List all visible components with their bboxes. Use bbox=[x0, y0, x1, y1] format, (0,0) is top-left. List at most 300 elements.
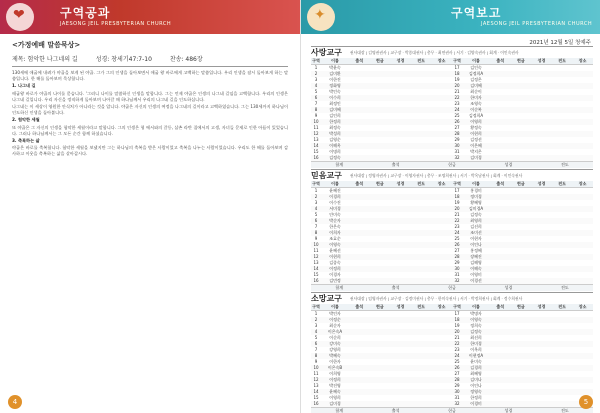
member-name: 이명희 bbox=[329, 149, 341, 154]
column-header: 장소 bbox=[437, 181, 446, 186]
totals-label: 전도 bbox=[560, 162, 569, 167]
member-name: 조영숙 bbox=[470, 101, 482, 106]
member-name: 최혜영 bbox=[470, 371, 482, 376]
column-header: 전도 bbox=[417, 181, 425, 186]
row-number: 27 bbox=[454, 248, 460, 253]
left-header bbox=[0, 0, 300, 34]
blank-cell bbox=[349, 401, 370, 407]
column-header: 구역 bbox=[453, 58, 461, 63]
paragraph: 야곱은 바로를 축복합니다. 험악한 세월을 보냈지만 그는 하나님의 축복을 받은 사람이었고 축복을 나누는 사람이었습니다. 우리도 한 해를 돌아보며 감사하고 이웃을 축복하는 삶을 살아갑시다. bbox=[12, 145, 288, 157]
row-number: 29 bbox=[454, 383, 460, 388]
member-name: 윤혜선 bbox=[329, 248, 341, 253]
column-header: 구역 bbox=[312, 304, 320, 309]
member-name: 김해영 bbox=[470, 260, 482, 265]
member-name: 김인희 bbox=[329, 113, 341, 118]
column-header: 구역 bbox=[312, 58, 320, 63]
row-number: 1 bbox=[314, 311, 318, 316]
column-header: 전도 bbox=[558, 304, 566, 309]
column-header: 이름 bbox=[472, 304, 480, 309]
table-row bbox=[311, 278, 593, 284]
blank-cell bbox=[431, 401, 452, 407]
row-number: 16 bbox=[313, 278, 319, 283]
row-number: 24 bbox=[454, 353, 460, 358]
member-name: 박순자 bbox=[329, 218, 341, 223]
member-name: 이순복 bbox=[470, 107, 482, 112]
row-number: 21 bbox=[454, 212, 460, 217]
member-name: 최정숙 bbox=[329, 125, 341, 130]
member-name: 김정은 bbox=[470, 77, 482, 82]
member-name: 최순자 bbox=[329, 323, 341, 328]
blank-cell bbox=[411, 278, 432, 284]
table-row bbox=[311, 155, 593, 161]
member-name: 한은숙 bbox=[329, 224, 341, 229]
column-header: 장소 bbox=[437, 304, 446, 309]
column-header: 전도 bbox=[417, 304, 425, 309]
member-name: 강영희 bbox=[329, 347, 341, 352]
member-name: 이인나 bbox=[470, 242, 482, 247]
row-number: 1 bbox=[314, 65, 318, 70]
member-name: 이현자 bbox=[470, 236, 482, 241]
row-number: 3 bbox=[314, 77, 318, 82]
row-number: 25 bbox=[454, 113, 460, 118]
row-number: 29 bbox=[454, 137, 460, 142]
report-block bbox=[311, 169, 593, 291]
totals-label: 합계 bbox=[335, 162, 344, 167]
totals-label: 합계 bbox=[335, 285, 344, 290]
column-header: 헌금 bbox=[517, 304, 525, 309]
block-title bbox=[311, 47, 593, 58]
row-number: 25 bbox=[454, 359, 460, 364]
row-number: 16 bbox=[313, 401, 319, 406]
member-name: 정희숙 bbox=[470, 323, 482, 328]
blank-cell bbox=[531, 401, 552, 407]
member-name: 김민정 bbox=[329, 278, 341, 283]
row-number: 11 bbox=[313, 248, 319, 253]
member-name: 황정숙 bbox=[470, 125, 482, 130]
row-number: 5 bbox=[314, 212, 318, 217]
member-name: 이경희 bbox=[329, 194, 341, 199]
member-name: 이현희 bbox=[329, 254, 341, 259]
lesson-hymn: 찬송: 486장 bbox=[169, 56, 203, 63]
totals-row bbox=[311, 407, 593, 413]
block-leaders: 권사대장 | 김명권권사 | 교구장 · 박종대권사 | 총무 · 최연권사 | 서기 · 김양숙권사 | 회계 · 이인숙권사 bbox=[349, 49, 519, 55]
column-header: 이름 bbox=[331, 304, 339, 309]
member-name: 윤혜진 bbox=[329, 188, 341, 193]
row-number: 14 bbox=[313, 389, 319, 394]
column-header: 성경 bbox=[537, 304, 546, 309]
right-header bbox=[301, 0, 600, 34]
member-name: 이영미 bbox=[470, 272, 482, 277]
row-number: 4 bbox=[314, 329, 318, 334]
blank-cell bbox=[431, 155, 452, 161]
row-number: 4 bbox=[314, 206, 318, 211]
row-number: 31 bbox=[454, 395, 460, 400]
member-name: 박인자 bbox=[329, 311, 341, 316]
row-number: 13 bbox=[313, 383, 319, 388]
column-header: 출석 bbox=[496, 181, 505, 186]
page-number: 5 bbox=[579, 395, 593, 409]
blank-cell bbox=[349, 155, 370, 161]
member-name: 서미경 bbox=[329, 206, 341, 211]
row-number: 8 bbox=[314, 107, 318, 112]
member-name: 홍경미 bbox=[470, 188, 482, 193]
member-name: 한미경 bbox=[470, 341, 482, 346]
row-number: 28 bbox=[454, 377, 460, 382]
member-name: 이경미 bbox=[470, 401, 482, 406]
blank-cell bbox=[552, 401, 573, 407]
member-name: 이정순 bbox=[329, 317, 341, 322]
row-number: 31 bbox=[454, 149, 460, 154]
report-date: 2021년 12월 5일 청예주 bbox=[529, 40, 591, 46]
member-name: 이정희 bbox=[329, 266, 341, 271]
column-header: 출석 bbox=[355, 58, 364, 63]
member-name: 윤미숙 bbox=[470, 359, 482, 364]
column-header: 성경 bbox=[396, 58, 405, 63]
member-name: 이수희 bbox=[329, 95, 341, 100]
totals-label: 출석 bbox=[391, 162, 400, 167]
row-number: 19 bbox=[454, 200, 460, 205]
column-header: 헌금 bbox=[376, 58, 384, 63]
blank-cell bbox=[490, 278, 511, 284]
row-number: 20 bbox=[454, 206, 460, 211]
row-number: 23 bbox=[454, 347, 460, 352]
member-name: 황혜영 bbox=[470, 200, 482, 205]
row-number: 23 bbox=[454, 101, 460, 106]
table-header bbox=[311, 58, 593, 65]
member-name: 최정인 bbox=[329, 101, 341, 106]
column-header: 출석 bbox=[355, 304, 364, 309]
row-number: 12 bbox=[313, 377, 319, 382]
row-number: 20 bbox=[454, 329, 460, 334]
row-number: 31 bbox=[454, 272, 460, 277]
row-number: 17 bbox=[454, 65, 460, 70]
member-name: 김정선 bbox=[470, 137, 482, 142]
totals-row bbox=[311, 284, 593, 291]
column-header: 장소 bbox=[578, 181, 587, 186]
blank-cell bbox=[390, 155, 411, 161]
member-name: 정영숙 bbox=[470, 389, 482, 394]
row-number: 19 bbox=[454, 77, 460, 82]
row-number: 30 bbox=[454, 143, 460, 148]
blank-cell bbox=[552, 155, 573, 161]
blank-cell bbox=[511, 155, 532, 161]
column-header: 전도 bbox=[417, 58, 425, 63]
paragraph: 애굽왕 바로가 야곱의 나이를 묻습니다. '그러니 나이를 말씀하신 인생을 말합니다. 그는 언제 야곱은 인생의 나그네 길임을 고백합니다. 우리의 인생은 나그네 길입니다. 우리 자신을 정직하게 돌아보며 나아갈 때 하나님께서 우리의 나그네 길을 인도하십니다. bbox=[12, 90, 288, 102]
member-name: 김정숙 bbox=[470, 329, 482, 334]
left-header-title: 구역공과 bbox=[60, 6, 111, 20]
column-header: 헌금 bbox=[376, 304, 384, 309]
blank-cell bbox=[370, 155, 391, 161]
member-name: 이희자 bbox=[329, 230, 341, 235]
row-number: 32 bbox=[454, 155, 460, 160]
row-number: 11 bbox=[313, 125, 319, 130]
member-name: 최선희 bbox=[470, 335, 482, 340]
member-name: 이은숙B bbox=[327, 365, 343, 370]
column-header: 장소 bbox=[578, 58, 587, 63]
row-number: 28 bbox=[454, 254, 460, 259]
row-number: 24 bbox=[454, 107, 460, 112]
member-name: 한정희 bbox=[470, 395, 482, 400]
row-number: 13 bbox=[313, 260, 319, 265]
row-number: 7 bbox=[314, 101, 318, 106]
member-name: 박윤숙 bbox=[329, 65, 341, 70]
row-number: 26 bbox=[454, 119, 460, 124]
column-header: 이름 bbox=[331, 58, 339, 63]
blank-cell bbox=[552, 278, 573, 284]
member-name: 박명자 bbox=[470, 311, 482, 316]
totals-row bbox=[311, 161, 593, 168]
row-number: 13 bbox=[313, 137, 319, 142]
row-number: 14 bbox=[313, 266, 319, 271]
totals-label: 전도 bbox=[560, 408, 569, 413]
row-number: 19 bbox=[454, 323, 460, 328]
member-name: 이한진 bbox=[329, 77, 341, 82]
row-number: 8 bbox=[314, 353, 318, 358]
row-number: 23 bbox=[454, 224, 460, 229]
member-name: 이정희 bbox=[329, 377, 341, 382]
member-name: 이수진 bbox=[329, 200, 341, 205]
member-name: 김미환 bbox=[329, 71, 341, 76]
member-name: 정화영 bbox=[329, 83, 341, 88]
row-number: 25 bbox=[454, 236, 460, 241]
member-name: 박지은 bbox=[470, 149, 482, 154]
member-name: 김미경 bbox=[329, 401, 341, 406]
row-number: 11 bbox=[313, 371, 319, 376]
row-number: 27 bbox=[454, 371, 460, 376]
row-number: 14 bbox=[313, 143, 319, 148]
row-number: 27 bbox=[454, 125, 460, 130]
row-number: 3 bbox=[314, 200, 318, 205]
blank-cell bbox=[411, 401, 432, 407]
block-leaders: 권사대장 | 임영자권사 | 교구장 · 김정미권사 | 총무 · 한미숙권사 | 서기 · 박정희권사 | 회계 · 정수희권사 bbox=[349, 295, 523, 301]
member-name: 김정희A bbox=[468, 113, 484, 118]
member-name: 이경자 bbox=[329, 272, 341, 277]
blank-cell bbox=[370, 401, 391, 407]
column-header: 성경 bbox=[537, 58, 546, 63]
member-name: 박성희 bbox=[329, 131, 341, 136]
member-name: 이은숙A bbox=[327, 329, 343, 334]
column-header: 이름 bbox=[472, 58, 480, 63]
row-number: 9 bbox=[314, 359, 318, 364]
row-number: 5 bbox=[314, 335, 318, 340]
row-number: 3 bbox=[314, 323, 318, 328]
heart-icon: ❤ bbox=[13, 7, 25, 23]
row-number: 15 bbox=[313, 395, 319, 400]
row-number: 22 bbox=[454, 218, 460, 223]
row-number: 2 bbox=[314, 71, 318, 76]
block-title bbox=[311, 293, 593, 304]
column-header: 헌금 bbox=[376, 181, 384, 186]
column-header: 출석 bbox=[496, 58, 505, 63]
row-number: 21 bbox=[454, 335, 460, 340]
member-name: 이은혜 bbox=[470, 143, 482, 148]
row-number: 2 bbox=[314, 194, 318, 199]
member-name: 조효순 bbox=[329, 236, 341, 241]
column-header: 헌금 bbox=[517, 58, 525, 63]
totals-label: 합계 bbox=[335, 408, 344, 413]
column-header: 장소 bbox=[437, 58, 446, 63]
row-number: 32 bbox=[454, 401, 460, 406]
block-name: 사랑교구 bbox=[311, 48, 342, 57]
report-block bbox=[311, 292, 593, 413]
column-header: 성경 bbox=[537, 181, 546, 186]
member-name: 최영희 bbox=[470, 218, 482, 223]
member-name: 정미경 bbox=[470, 194, 482, 199]
totals-label: 성경 bbox=[504, 285, 513, 290]
totals-label: 헌금 bbox=[448, 162, 456, 167]
row-number: 26 bbox=[454, 365, 460, 370]
lesson-body bbox=[12, 70, 288, 159]
totals-label: 성경 bbox=[504, 162, 513, 167]
row-number: 15 bbox=[313, 149, 319, 154]
member-name: 이옥희 bbox=[470, 347, 482, 352]
member-name: 이한자 bbox=[329, 359, 341, 364]
totals-label: 헌금 bbox=[448, 285, 456, 290]
column-header: 구역 bbox=[312, 181, 320, 186]
paragraph-heading: 3. 축복하는 삶 bbox=[12, 138, 40, 144]
blank-cell bbox=[572, 155, 593, 161]
totals-label: 헌금 bbox=[448, 408, 456, 413]
row-number: 26 bbox=[454, 242, 460, 247]
column-header: 장소 bbox=[578, 304, 587, 309]
member-name: 박혜숙 bbox=[329, 353, 341, 358]
member-name: 이영희 bbox=[329, 395, 341, 400]
row-number: 18 bbox=[454, 71, 460, 76]
section-title: <가정예배 말씀묵상> bbox=[12, 41, 81, 49]
member-name: 장혜진 bbox=[470, 254, 482, 259]
member-name: 한미자 bbox=[470, 95, 482, 100]
row-number: 20 bbox=[454, 83, 460, 88]
member-name: 이순희 bbox=[329, 335, 341, 340]
member-name: 이희영 bbox=[329, 371, 341, 376]
lesson-scripture: 성경: 창세기47:7-10 bbox=[95, 56, 152, 63]
row-number: 4 bbox=[314, 83, 318, 88]
member-name: 조미선 bbox=[470, 230, 482, 235]
row-number: 18 bbox=[454, 317, 460, 322]
member-name: 이해옥 bbox=[329, 143, 341, 148]
member-name: 김정숙 bbox=[470, 212, 482, 217]
row-number: 17 bbox=[454, 188, 460, 193]
blank-cell bbox=[511, 401, 532, 407]
row-number: 29 bbox=[454, 260, 460, 265]
row-number: 7 bbox=[314, 347, 318, 352]
blank-cell bbox=[511, 278, 532, 284]
blank-cell bbox=[349, 278, 370, 284]
blank-cell bbox=[531, 155, 552, 161]
member-name: 강미숙 bbox=[329, 341, 341, 346]
member-name: 박진영 bbox=[329, 383, 341, 388]
table-header bbox=[311, 304, 593, 311]
block-title bbox=[311, 170, 593, 181]
member-name: 이경선 bbox=[470, 278, 482, 283]
row-number: 30 bbox=[454, 389, 460, 394]
column-header: 출석 bbox=[496, 304, 505, 309]
blank-cell bbox=[370, 278, 391, 284]
member-name: 박인숙 bbox=[329, 89, 341, 94]
row-number: 17 bbox=[454, 311, 460, 316]
paragraph: 나그네는 이 세상이 영원한 안식처가 아니라는 것을 압니다. 야곱은 자신의 인생의 여정을 나그네의 길이라고 고백하였습니다. 그는 130세까지 하나님이 인도하신 인생을 돌아봅니다. bbox=[12, 104, 288, 116]
row-number: 2 bbox=[314, 317, 318, 322]
member-name: 김정희A bbox=[468, 71, 484, 76]
member-name: 이현희 bbox=[470, 131, 482, 136]
row-number: 32 bbox=[454, 278, 460, 283]
member-name: 윤혜숙 bbox=[329, 389, 341, 394]
row-number: 22 bbox=[454, 341, 460, 346]
row-number: 6 bbox=[314, 341, 318, 346]
row-number: 9 bbox=[314, 113, 318, 118]
column-header: 성경 bbox=[396, 181, 405, 186]
candle-icon: ✦ bbox=[314, 7, 326, 23]
block-name: 믿음교구 bbox=[311, 171, 342, 180]
right-header-subtitle: JAESONG JEIL PRESBYTERIAN CHURCH bbox=[481, 21, 593, 27]
member-name: 안미숙 bbox=[329, 212, 341, 217]
table-row bbox=[311, 401, 593, 407]
member-name: 이영숙 bbox=[470, 317, 482, 322]
block-leaders: 권사대장 | 정영자권사 | 교구장 · 이영자권사 | 총무 · 조명희권사 | 서기 · 박옥남권사 | 회계 · 이인숙권사 bbox=[349, 172, 523, 178]
blank-cell bbox=[390, 401, 411, 407]
right-header-title: 구역보고 bbox=[451, 6, 502, 20]
row-number: 30 bbox=[454, 266, 460, 271]
paragraph-heading: 2. 험악한 세월 bbox=[12, 117, 40, 123]
row-number: 9 bbox=[314, 236, 318, 241]
column-header: 전도 bbox=[558, 58, 566, 63]
row-number: 1 bbox=[314, 188, 318, 193]
paragraph: 130세에 애굽에 내려가 야곱을 보게 된 야곱. 그가 그의 인생을 돌아보면서 애굽 왕 바로에게 고백하는 말씀입니다. 우리 인생을 잠시 돌아보게 하는 말씀입니다. 한 해를 돌아보며 묵상합니다. bbox=[12, 70, 288, 82]
column-header: 전도 bbox=[558, 181, 566, 186]
row-number: 16 bbox=[313, 155, 319, 160]
blank-cell bbox=[490, 155, 511, 161]
blank-cell bbox=[390, 278, 411, 284]
member-name: 이해숙 bbox=[470, 266, 482, 271]
row-number: 7 bbox=[314, 224, 318, 229]
row-number: 22 bbox=[454, 95, 460, 100]
row-number: 6 bbox=[314, 218, 318, 223]
left-header-subtitle: JAESONG JEIL PRESBYTERIAN CHURCH bbox=[60, 21, 172, 27]
totals-label: 전도 bbox=[560, 285, 569, 290]
row-number: 28 bbox=[454, 131, 460, 136]
column-header: 출석 bbox=[355, 181, 364, 186]
member-name: 김종숙 bbox=[329, 260, 341, 265]
member-name: 한정희 bbox=[329, 119, 341, 124]
row-number: 15 bbox=[313, 272, 319, 277]
row-number: 6 bbox=[314, 95, 318, 100]
member-name: 김미나 bbox=[470, 377, 482, 382]
member-name: 김미경 bbox=[470, 155, 482, 160]
totals-label: 출석 bbox=[391, 408, 400, 413]
column-header: 이름 bbox=[472, 181, 480, 186]
table-header bbox=[311, 181, 593, 188]
blank-cell bbox=[431, 278, 452, 284]
paragraph-heading: 1. 나그네 길 bbox=[12, 83, 36, 89]
blank-cell bbox=[572, 278, 593, 284]
row-number: 10 bbox=[313, 365, 319, 370]
member-name: 이영숙 bbox=[329, 242, 341, 247]
right-page bbox=[300, 0, 600, 413]
row-number: 10 bbox=[313, 242, 319, 247]
member-name: 이영희 bbox=[470, 119, 482, 124]
row-number: 10 bbox=[313, 119, 319, 124]
column-header: 구역 bbox=[453, 304, 461, 309]
column-header: 성경 bbox=[396, 304, 405, 309]
member-name: 홍정혜 bbox=[470, 248, 482, 253]
lesson-meta bbox=[12, 54, 288, 67]
member-name: 김미혜 bbox=[470, 83, 482, 88]
member-name: 김경희 bbox=[470, 365, 482, 370]
member-name: 최순이 bbox=[470, 89, 482, 94]
totals-label: 성경 bbox=[504, 408, 513, 413]
member-name: 김영순 bbox=[329, 137, 341, 142]
block-name: 소망교구 bbox=[311, 294, 342, 303]
